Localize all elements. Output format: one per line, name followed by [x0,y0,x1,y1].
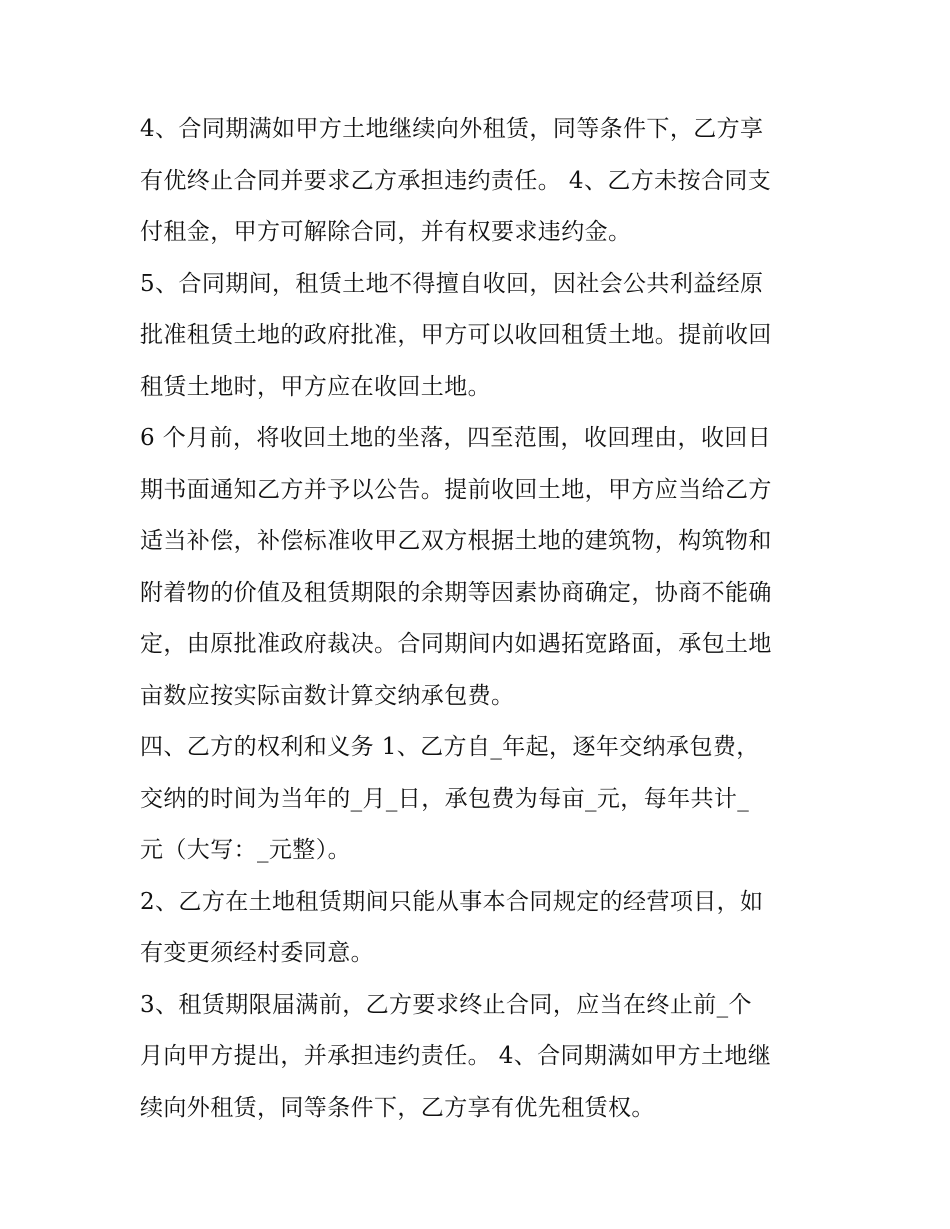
text-line: 批准租赁土地的政府批准，甲方可以收回租赁土地。提前收回 [140,322,772,348]
text-line: 有变更须经村委同意。 [140,940,374,966]
text-line: 6 个月前，将收回土地的坐落，四至范围，收回理由，收回日 [140,425,772,451]
text-line: 5、合同期间，租赁土地不得擅自收回，因社会公共利益经原 [140,270,764,297]
text-line: 适当补偿，补偿标准收甲乙双方根据土地的建筑物，构筑物和 [140,528,772,554]
text-line: 四、乙方的权利和义务 1、乙方自_年起，逐年交纳承包费， [140,734,760,760]
text-line: 4、合同期满如甲方土地继续向外租赁，同等条件下，乙方享 [140,116,764,142]
text-line: 2、乙方在土地租赁期间只能从事本合同规定的经营项目，如 [140,888,764,915]
text-line: 亩数应按实际亩数计算交纳承包费。 [140,682,515,709]
text-line: 定，由原批准政府裁决。合同期间内如遇拓宽路面，承包土地 [140,631,772,657]
text-line: 交纳的时间为当年的_月_日，承包费为每亩_元，每年共计_ [140,785,750,812]
text-line: 3、租赁期限届满前，乙方要求终止合同，应当在终止前_个 [140,991,752,1018]
text-line: 付租金，甲方可解除合同，并有权要求违约金。 [140,219,632,245]
document-body [140,104,812,1134]
text-line: 有优终止合同并要求乙方承担违约责任。 4、乙方未按合同支 [140,167,772,194]
text-line: 元（大写：_元整）。 [140,837,351,863]
text-line: 月向甲方提出，并承担违约责任。 4、合同期满如甲方土地继 [140,1043,772,1069]
text-line: 续向外租赁，同等条件下，乙方享有优先租赁权。 [140,1094,655,1121]
text-line: 租赁土地时，甲方应在收回土地。 [140,373,491,400]
text-line: 附着物的价值及租赁期限的余期等因素协商确定，协商不能确 [140,579,772,606]
text-line: 期书面通知乙方并予以公告。提前收回土地，甲方应当给乙方 [140,476,772,503]
